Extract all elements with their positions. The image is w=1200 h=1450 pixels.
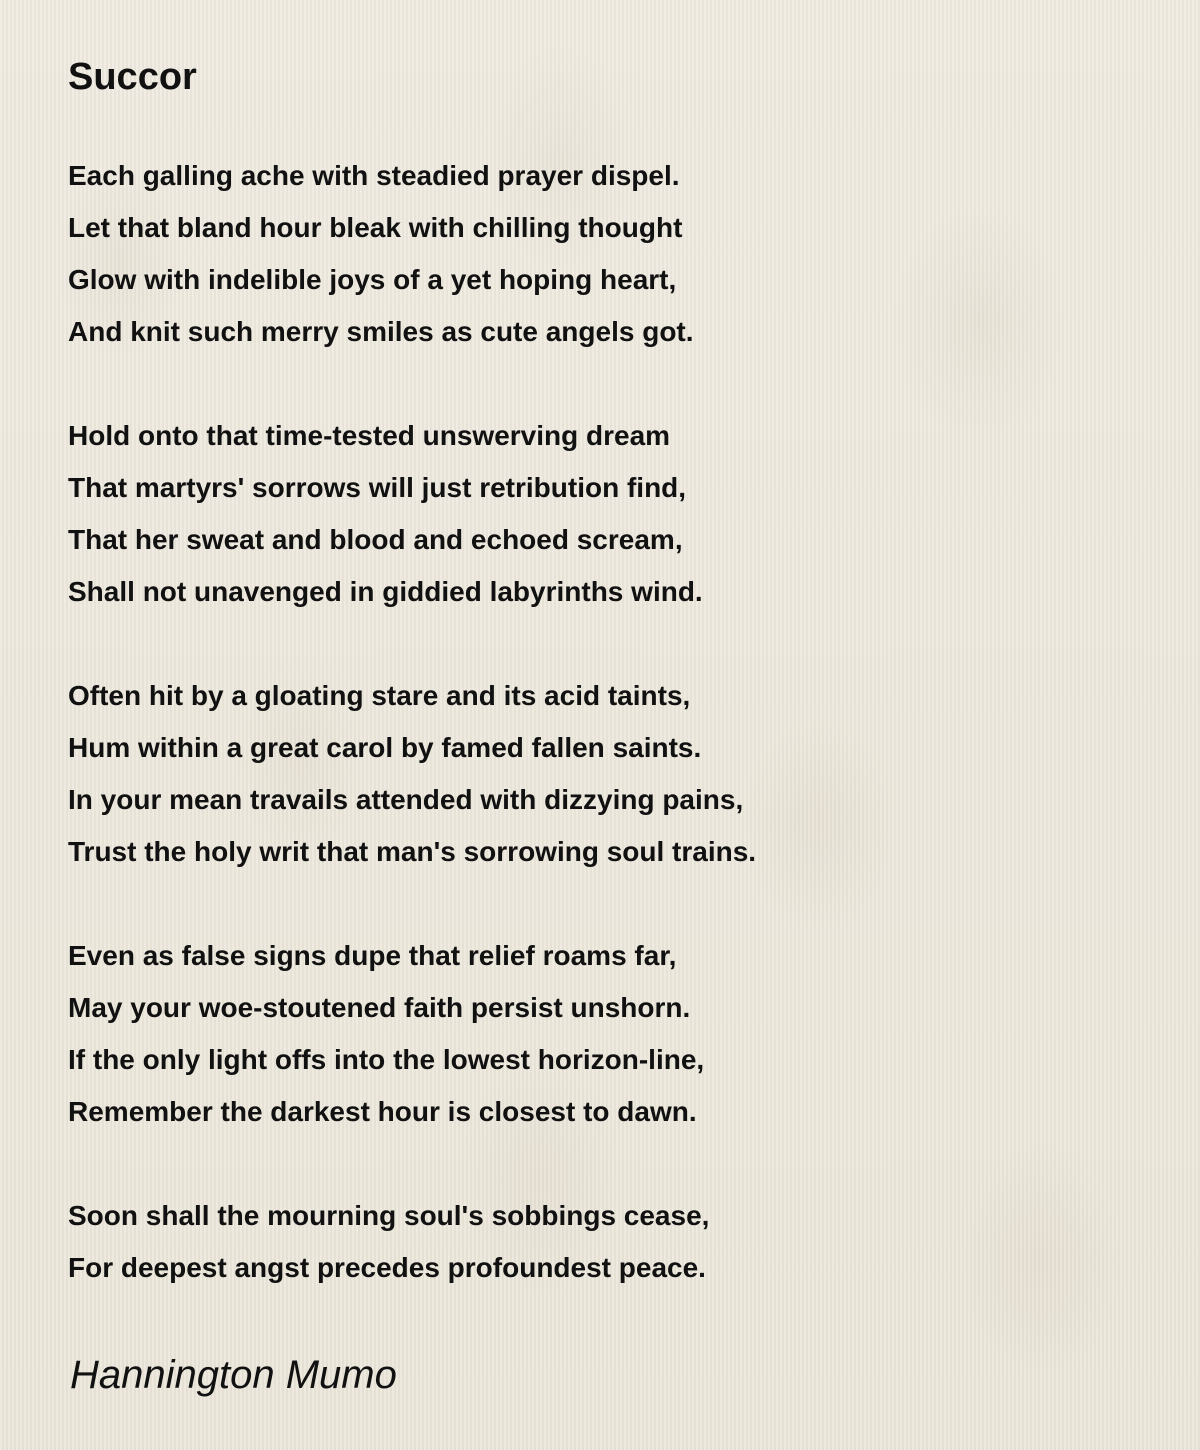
poem-line: In your mean travails attended with dizzying pains, (68, 784, 744, 815)
poem-line: Glow with indelible joys of a yet hoping heart, (68, 264, 677, 295)
poem-line: May your woe-stoutened faith persist unshorn. (68, 992, 691, 1023)
poem-body (68, 150, 1168, 1346)
poem-line: Let that bland hour bleak with chilling thought (68, 212, 683, 243)
poem-line: Soon shall the mourning soul's sobbings cease, (68, 1200, 710, 1231)
poem-line: Hum within a great carol by famed fallen saints. (68, 732, 702, 763)
poem-title: Succor (68, 56, 197, 98)
poem-line: Trust the holy writ that man's sorrowing soul trains. (68, 836, 757, 867)
poem-line: Even as false signs dupe that relief roams far, (68, 940, 677, 971)
poem-line: That her sweat and blood and echoed scream, (68, 524, 683, 555)
poem-line: That martyrs' sorrows will just retribution find, (68, 472, 687, 503)
stanza-5 (68, 1190, 1168, 1294)
poem-line: Shall not unavenged in giddied labyrinths wind. (68, 576, 703, 607)
stanza-2 (68, 410, 1168, 618)
poem-line: Often hit by a gloating stare and its acid taints, (68, 680, 691, 711)
poem-line: Hold onto that time-tested unswerving dream (68, 420, 671, 451)
poem-line: Remember the darkest hour is closest to dawn. (68, 1096, 697, 1127)
stanza-3 (68, 670, 1168, 878)
stanza-1 (68, 150, 1168, 358)
stanza-4 (68, 930, 1168, 1138)
poem-line: For deepest angst precedes profoundest peace. (68, 1252, 706, 1283)
poem-line: And knit such merry smiles as cute angels got. (68, 316, 694, 347)
poem-line: Each galling ache with steadied prayer dispel. (68, 160, 680, 191)
poem-line: If the only light offs into the lowest horizon-line, (68, 1044, 705, 1075)
poem-author: Hannington Mumo (70, 1353, 397, 1397)
